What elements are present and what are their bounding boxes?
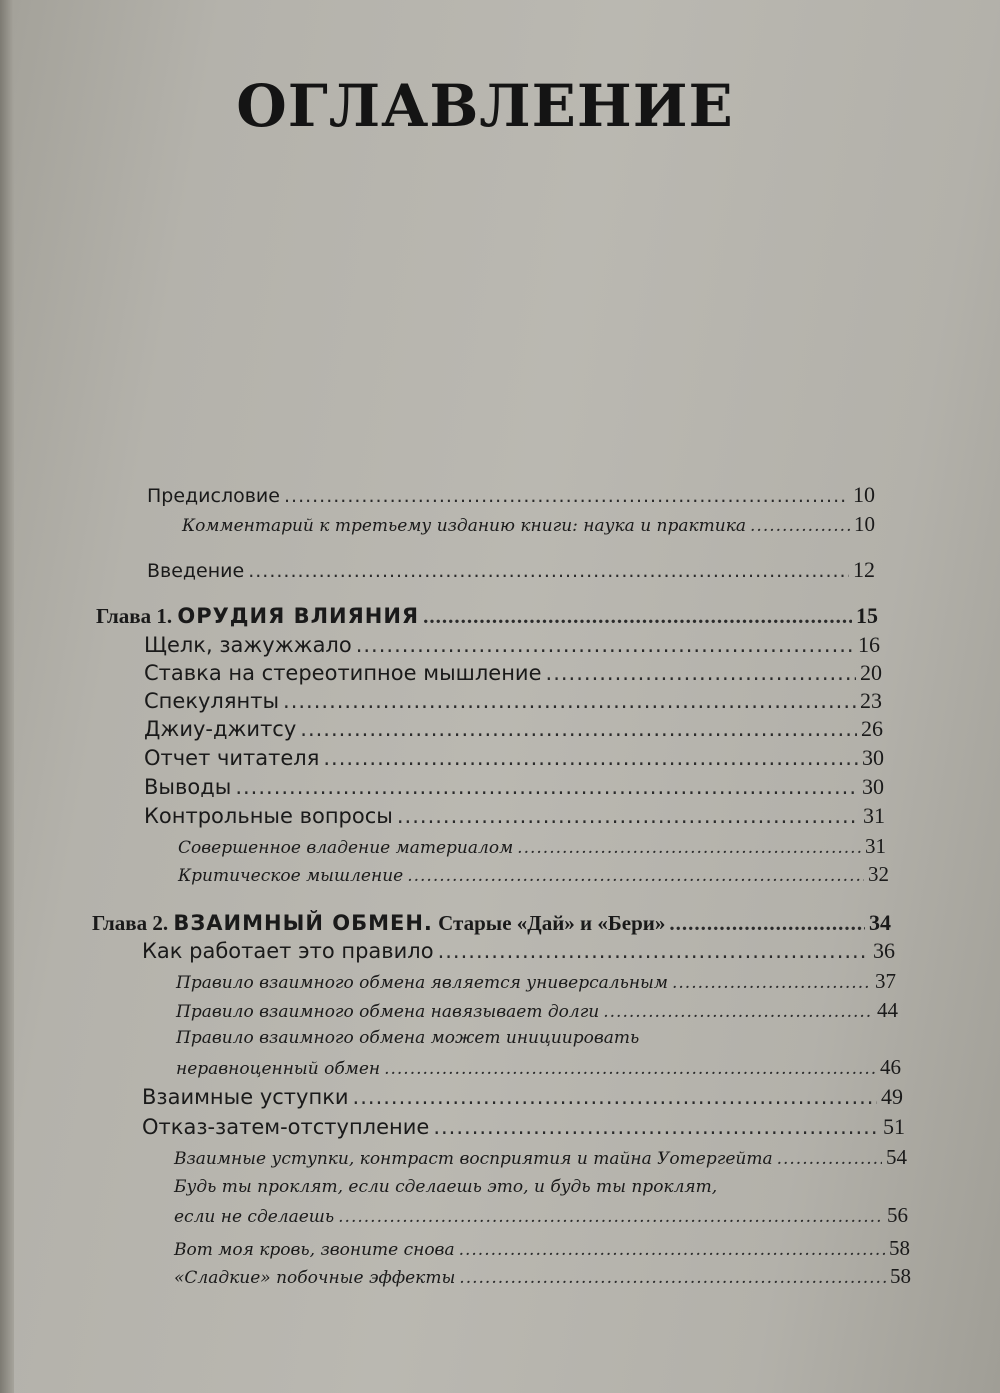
toc-entry-ch2-1[interactable] xyxy=(142,938,895,964)
leader-dots xyxy=(338,1207,883,1227)
toc-page-number: 30 xyxy=(862,774,884,799)
toc-entry-label: Взаимные уступки, контраст восприятия и тайна Уотергейта xyxy=(174,1149,773,1169)
leader-dots xyxy=(323,746,858,770)
toc-entry-label: «Сладкие» побочные эффекты xyxy=(174,1268,456,1288)
toc-entry-label: если не сделаешь xyxy=(174,1207,335,1227)
leader-dots xyxy=(235,775,858,799)
toc-entry-ch2-3[interactable] xyxy=(142,1114,905,1140)
toc-entry-label: Вот моя кровь, звоните снова xyxy=(174,1240,455,1260)
toc-chapter-1[interactable] xyxy=(96,603,878,629)
toc-page-number: 23 xyxy=(860,688,882,713)
toc-entry-label: Спекулянты xyxy=(144,689,280,713)
toc-page-number: 36 xyxy=(873,938,895,963)
toc-page-number: 54 xyxy=(886,1145,907,1169)
leader-dots xyxy=(423,604,852,629)
toc-entry-ch1-6[interactable] xyxy=(144,774,884,800)
toc-entry-ch2-1c[interactable] xyxy=(176,1055,901,1080)
toc-entry-label: Как работает это правило xyxy=(142,939,434,963)
toc-entry-label: Предисловие xyxy=(147,485,280,507)
toc-entry-label: неравноценный обмен xyxy=(176,1059,381,1079)
toc-entry-comment[interactable] xyxy=(182,512,875,537)
toc-entry-ch2-3b[interactable] xyxy=(174,1203,908,1228)
toc-page-number: 20 xyxy=(860,660,882,685)
toc-entry-preface[interactable] xyxy=(147,482,875,508)
toc-page-number: 26 xyxy=(861,716,883,741)
leader-dots xyxy=(433,1115,879,1139)
leader-dots xyxy=(397,804,859,828)
toc-page-number: 46 xyxy=(880,1055,901,1079)
toc-entry-label: Щелк, зажужжало xyxy=(144,633,352,657)
leader-dots xyxy=(546,661,856,685)
toc-page-number: 31 xyxy=(865,834,886,858)
toc-page-number: 44 xyxy=(877,998,898,1022)
leader-dots xyxy=(777,1149,882,1169)
chapter-number: Глава 2. xyxy=(92,911,169,935)
toc-page-number: 32 xyxy=(868,862,889,886)
toc-entry-label: Ставка на стереотипное мышление xyxy=(144,661,542,685)
leader-dots xyxy=(438,939,869,963)
toc-entry-ch2-2[interactable] xyxy=(142,1084,903,1110)
chapter-title: ВЗАИМНЫЙ ОБМЕН. xyxy=(173,911,433,935)
chapter-number: Глава 1. xyxy=(96,604,173,628)
leader-dots xyxy=(750,516,850,536)
leader-dots xyxy=(517,838,861,858)
leader-dots xyxy=(300,717,857,741)
toc-page-number: 10 xyxy=(854,512,875,536)
leader-dots xyxy=(603,1002,873,1022)
toc-page-number: 49 xyxy=(881,1084,903,1109)
leader-dots xyxy=(284,485,849,507)
toc-entry-label: Правило взаимного обмена навязывает долги xyxy=(176,1002,600,1022)
toc-entry-label: Выводы xyxy=(144,775,232,799)
leader-dots xyxy=(672,973,871,993)
leader-dots xyxy=(669,911,865,936)
toc-entry-label: Критическое мышление xyxy=(178,866,404,886)
leader-dots xyxy=(384,1059,876,1079)
toc-chapter-2[interactable] xyxy=(92,910,891,936)
toc-entry-label: Джиу-джитсу xyxy=(144,717,297,741)
toc-entry-label: Контрольные вопросы xyxy=(144,804,393,828)
leader-dots xyxy=(459,1240,885,1260)
toc-page-number: 10 xyxy=(853,482,875,507)
leader-dots xyxy=(248,560,849,582)
toc-page-number: 30 xyxy=(862,745,884,770)
toc-entry-label: Правило взаимного обмена является универсальным xyxy=(176,973,668,993)
toc-entry-ch2-3d[interactable] xyxy=(174,1264,911,1289)
toc-entry-label: Отчет читателя xyxy=(144,746,320,770)
toc-page-number: 16 xyxy=(858,632,880,657)
toc-entry-label: Введение xyxy=(147,560,245,582)
toc-entry-ch2-3a[interactable] xyxy=(174,1145,907,1170)
toc-entry-intro[interactable] xyxy=(147,557,875,583)
leader-dots xyxy=(459,1268,886,1288)
toc-entry-ch1-2[interactable] xyxy=(144,660,882,686)
toc-page-number: 31 xyxy=(863,803,885,828)
toc-entry-label: Отказ-затем-отступление xyxy=(142,1115,430,1139)
toc-entry-ch1-7a[interactable] xyxy=(178,834,886,859)
toc-entry-ch1-3[interactable] xyxy=(144,688,882,714)
toc-entry-ch1-4[interactable] xyxy=(144,716,883,742)
leader-dots xyxy=(283,689,856,713)
toc-entry-label: Совершенное владение материалом xyxy=(178,838,514,858)
toc-entry-ch1-7[interactable] xyxy=(144,803,885,829)
page-title: ОГЛАВЛЕНИЕ xyxy=(236,72,734,140)
toc-page-number: 34 xyxy=(869,910,891,935)
toc-page-number: 51 xyxy=(883,1114,905,1139)
toc-entry-ch2-1b[interactable] xyxy=(176,998,898,1023)
toc-entry-label: Комментарий к третьему изданию книги: наука и практика xyxy=(182,516,747,536)
leader-dots xyxy=(356,633,854,657)
toc-entry-ch2-3c[interactable] xyxy=(174,1236,910,1261)
toc-page-number: 12 xyxy=(853,557,875,582)
leader-dots xyxy=(353,1085,877,1109)
toc-entry-ch1-7b[interactable] xyxy=(178,862,889,887)
toc-entry-ch1-1[interactable] xyxy=(144,632,880,658)
toc-page-number: 58 xyxy=(890,1264,911,1288)
chapter-title: ОРУДИЯ ВЛИЯНИЯ xyxy=(177,604,420,628)
leader-dots xyxy=(407,866,864,886)
toc-entry-label: Взаимные уступки xyxy=(142,1085,349,1109)
toc-entry-ch2-1c-line1: Правило взаимного обмена может инициировать xyxy=(176,1028,640,1048)
toc-entry-ch2-1a[interactable] xyxy=(176,969,896,994)
toc-entry-ch2-3b-line1: Будь ты проклят, если сделаешь это, и будь ты проклят, xyxy=(174,1177,718,1197)
toc-entry-ch1-5[interactable] xyxy=(144,745,884,771)
toc-page-number: 58 xyxy=(889,1236,910,1260)
toc-page-number: 37 xyxy=(875,969,896,993)
toc-page-number: 15 xyxy=(856,603,878,628)
chapter-subtitle: Старые «Дай» и «Бери» xyxy=(438,911,666,935)
toc-page-number: 56 xyxy=(887,1203,908,1227)
